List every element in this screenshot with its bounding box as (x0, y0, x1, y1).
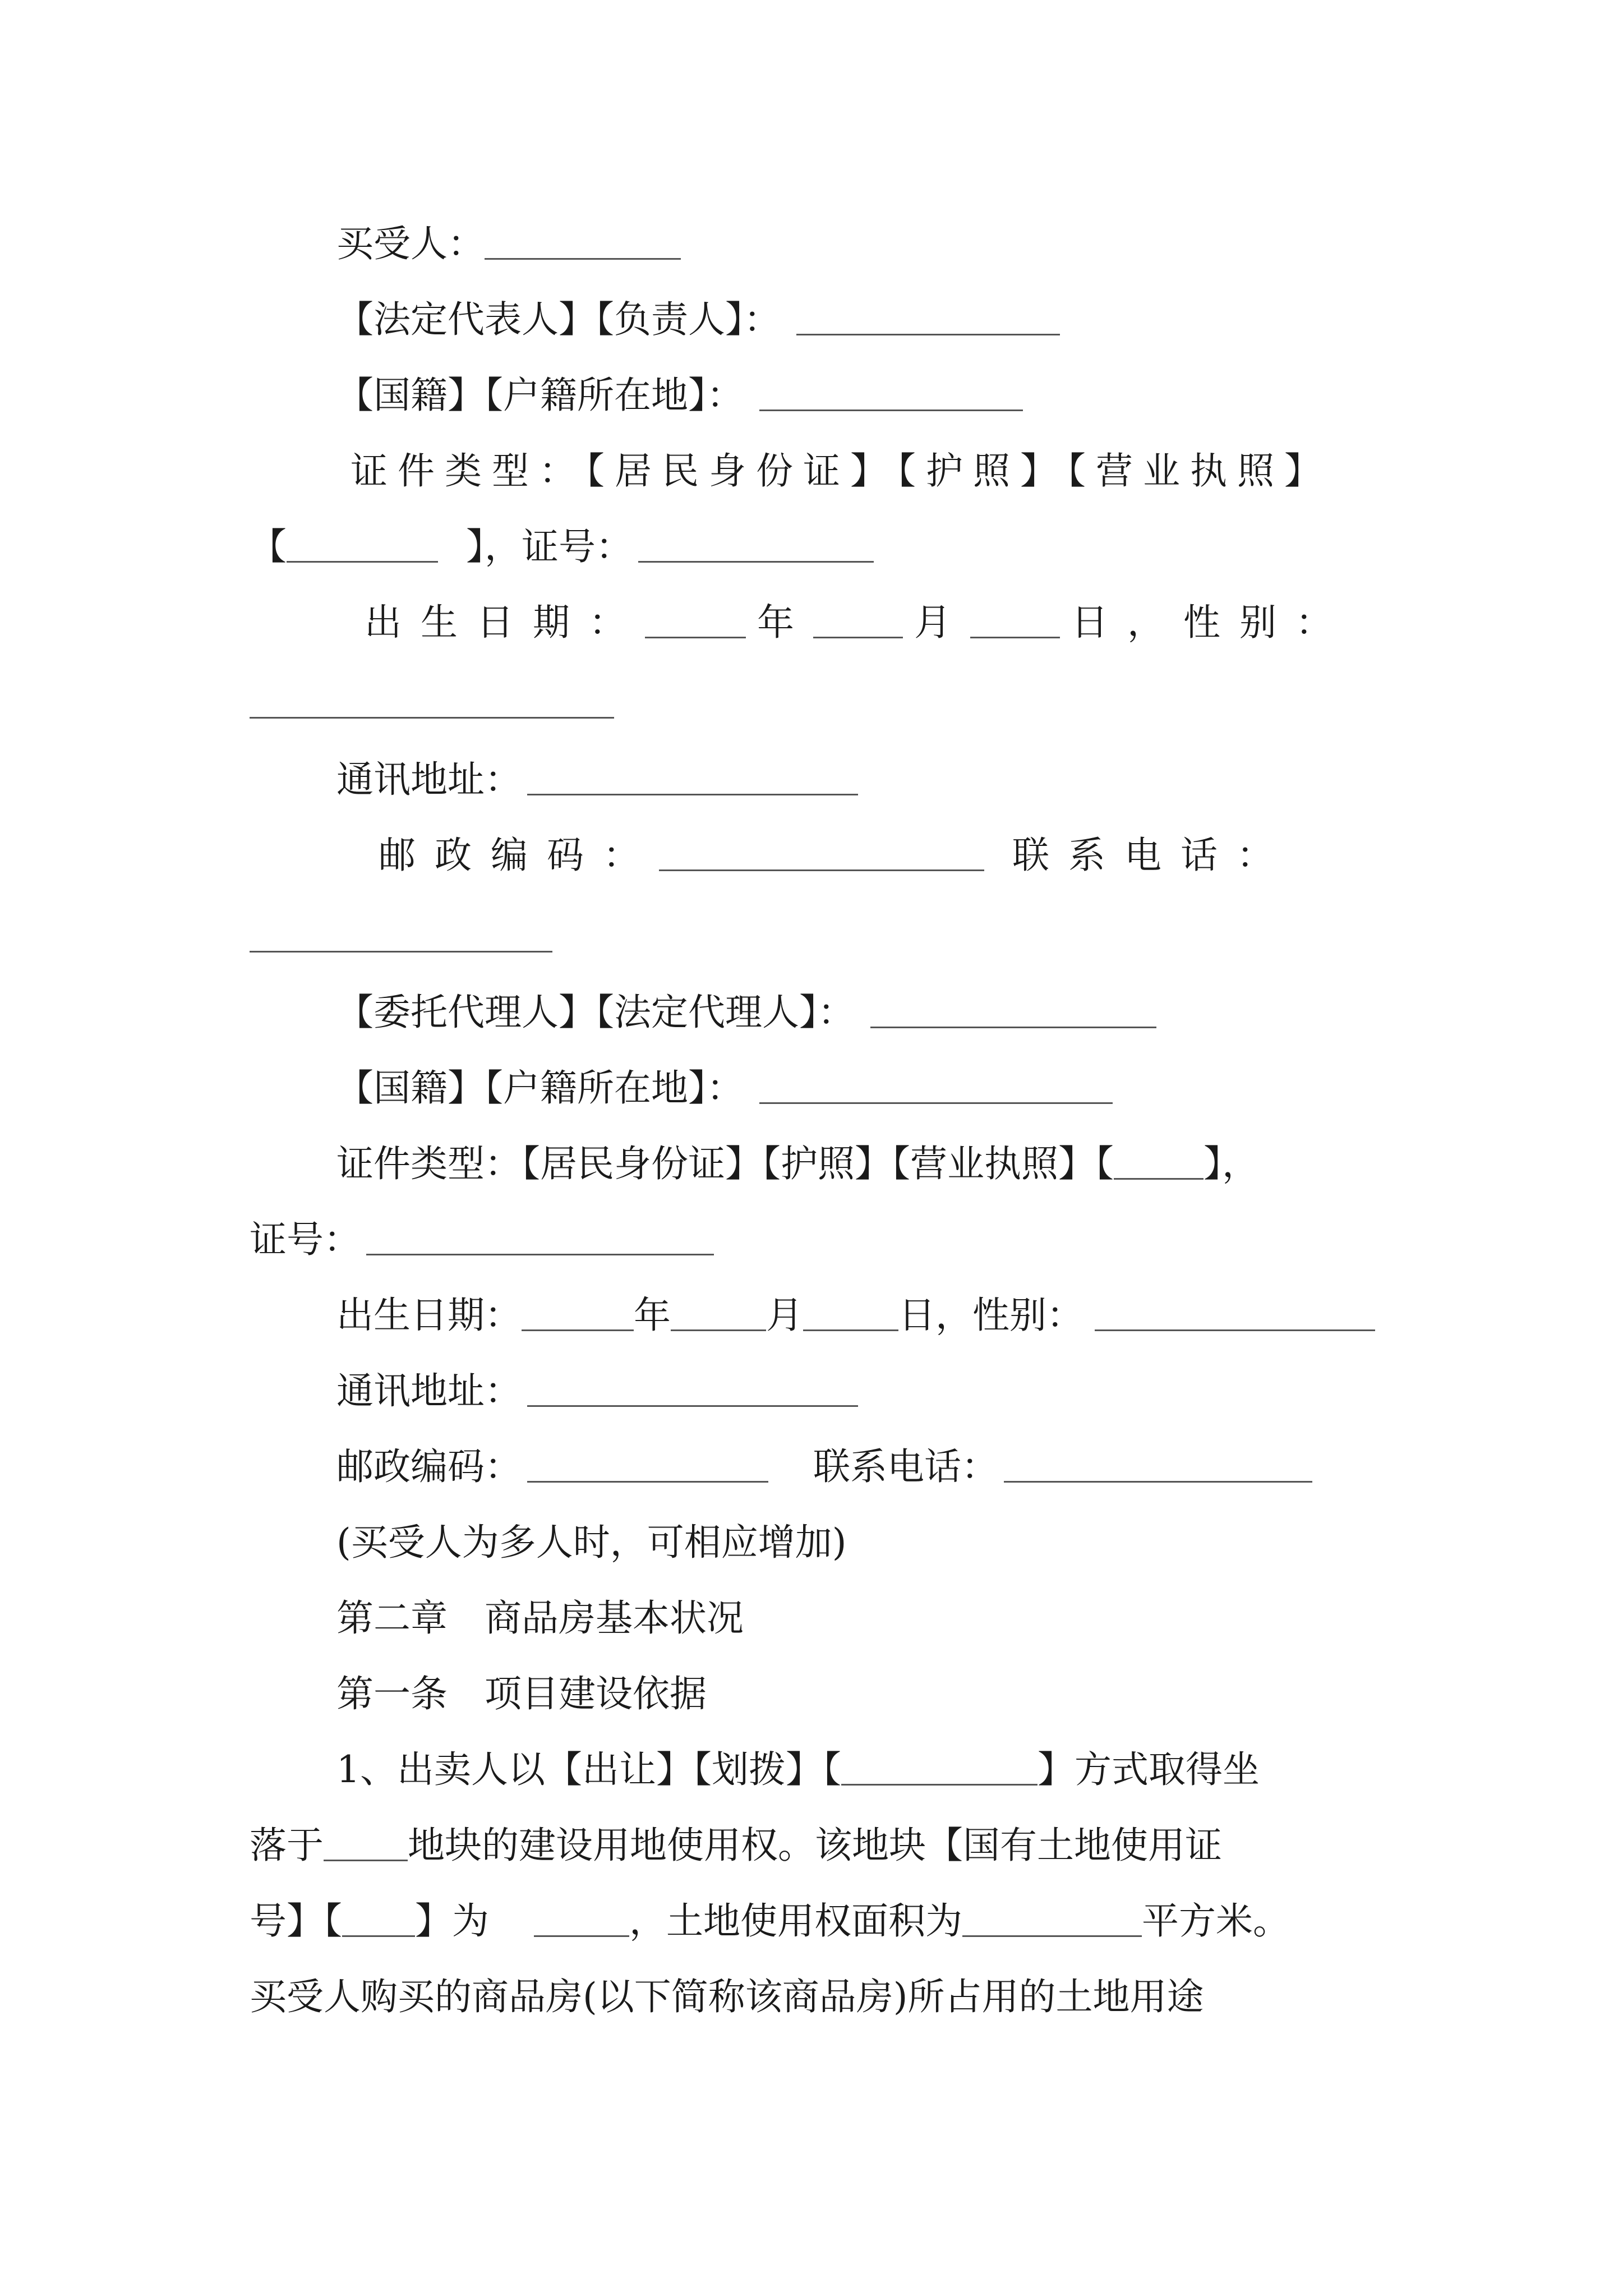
agent-id-type-line (336, 1139, 1259, 1189)
chapter-title: 第二章 商品房基本状况 (336, 1596, 744, 1640)
agent-birth-label: 出生日期： (336, 1294, 522, 1337)
phone-blank[interactable] (250, 951, 552, 953)
agent-postal-line (336, 1442, 1312, 1492)
buyer-blank[interactable] (485, 227, 681, 260)
agent-id-type-close: 】， (1204, 1142, 1259, 1185)
clause1-line2-a: 落于 (250, 1824, 324, 1867)
agent-address-label: 通讯地址： (336, 1369, 522, 1412)
clause1-line2 (250, 1820, 1222, 1871)
agent-phone-blank[interactable] (1004, 1450, 1312, 1483)
clause1-line3-d: 平方米。 (1142, 1899, 1290, 1943)
id-number-blank[interactable] (638, 530, 874, 563)
clause1-plot-blank[interactable] (324, 1828, 408, 1861)
id-type-open: 【 (250, 525, 287, 568)
gender-blank[interactable] (250, 717, 614, 719)
birth-year: 年 (757, 601, 813, 644)
agent-birth-day-blank[interactable] (803, 1298, 898, 1331)
agent-birth-year: 年 (634, 1294, 671, 1337)
agent-birth-month-blank[interactable] (671, 1298, 766, 1331)
agent-id-type-blank[interactable] (1114, 1147, 1204, 1180)
id-type-close: 】，证号： (466, 525, 633, 568)
agent-birth-line (336, 1290, 1375, 1341)
clause1-line2-b: 地块的建设用地使用权。该地块【国有土地使用证 (408, 1824, 1222, 1867)
nationality-line (336, 370, 1023, 421)
agent-label: 【委托代理人】【法定代理人】： (336, 991, 855, 1034)
agent-id-no-blank[interactable] (366, 1222, 714, 1255)
agent-line (336, 987, 1156, 1038)
agent-postal-blank[interactable] (527, 1450, 768, 1483)
birth-day-blank[interactable] (970, 605, 1060, 638)
legal-rep-label: 【法定代表人】【负责人】： (336, 298, 781, 341)
clause1-line4: 买受人购买的商品房(以下简称该商品房)所占用的土地用途 (250, 1975, 1204, 2018)
id-type-other-blank[interactable] (287, 530, 438, 563)
birth-line (365, 597, 1352, 648)
birth-day-gender: 日，性别： (1071, 601, 1352, 644)
clause1-method-blank[interactable] (841, 1752, 1038, 1786)
clause1-line1-a: 1、出卖人以【出让】【划拨】【 (336, 1748, 841, 1791)
agent-address-line (336, 1366, 858, 1416)
clause1-cert-no-blank[interactable] (534, 1904, 629, 1937)
id-type-cont-line (250, 522, 874, 572)
postal-blank[interactable] (659, 838, 984, 871)
agent-nationality-line (336, 1063, 1113, 1114)
postal-label: 邮政编码： (379, 834, 659, 877)
buyer-line (336, 219, 681, 269)
legal-rep-line (336, 295, 1060, 345)
agent-birth-day-gender: 日，性别： (898, 1294, 1083, 1337)
article-title: 第一条 项目建设依据 (336, 1672, 707, 1715)
birth-year-blank[interactable] (645, 605, 746, 638)
agent-postal-label: 邮政编码： (336, 1445, 522, 1488)
postal-line (379, 830, 1293, 881)
clause1-line3-c: ，土地使用权面积为 (629, 1899, 962, 1943)
birth-label: 出生日期： (365, 601, 645, 644)
agent-id-no-label: 证号： (250, 1218, 361, 1261)
legal-rep-blank[interactable] (796, 302, 1060, 335)
agent-nationality-label: 【国籍】【户籍所在地】： (336, 1066, 744, 1110)
clause1-line3-b: 】为 (415, 1899, 489, 1943)
agent-nationality-blank[interactable] (759, 1071, 1113, 1104)
clause1-line1-b: 】方式取得坐 (1038, 1748, 1260, 1791)
clause1-line3-a: 号】【 (250, 1899, 342, 1943)
phone-label: 联系电话： (1012, 834, 1293, 877)
agent-address-blank[interactable] (527, 1374, 858, 1407)
buyer-label: 买受人： (336, 222, 485, 265)
clause1-line3 (250, 1896, 1290, 1947)
id-type-label: 证件类型：【居民身份证】【护照】【营业执照】 (351, 449, 1331, 493)
agent-phone-label: 联系电话： (813, 1445, 998, 1488)
agent-id-no-line (250, 1214, 714, 1265)
agent-blank[interactable] (870, 995, 1156, 1028)
clause1-area-blank[interactable] (962, 1904, 1142, 1937)
agent-birth-year-blank[interactable] (522, 1298, 634, 1331)
id-type-line (351, 446, 1331, 496)
agent-id-type-label: 证件类型：【居民身份证】【护照】【营业执照】【 (336, 1142, 1114, 1185)
birth-month-blank[interactable] (813, 605, 903, 638)
agent-gender-blank[interactable] (1095, 1298, 1375, 1331)
address-blank[interactable] (527, 762, 858, 795)
address-label: 通讯地址： (336, 758, 522, 801)
birth-month: 月 (914, 601, 970, 644)
agent-birth-month: 月 (766, 1294, 803, 1337)
nationality-blank[interactable] (759, 378, 1023, 411)
address-line (336, 754, 858, 805)
nationality-label: 【国籍】【户籍所在地】： (336, 374, 744, 417)
clause1-line1 (336, 1745, 1260, 1795)
clause1-cert-type-blank[interactable] (342, 1904, 415, 1937)
note-line: (买受人为多人时，可相应增加) (336, 1521, 847, 1564)
